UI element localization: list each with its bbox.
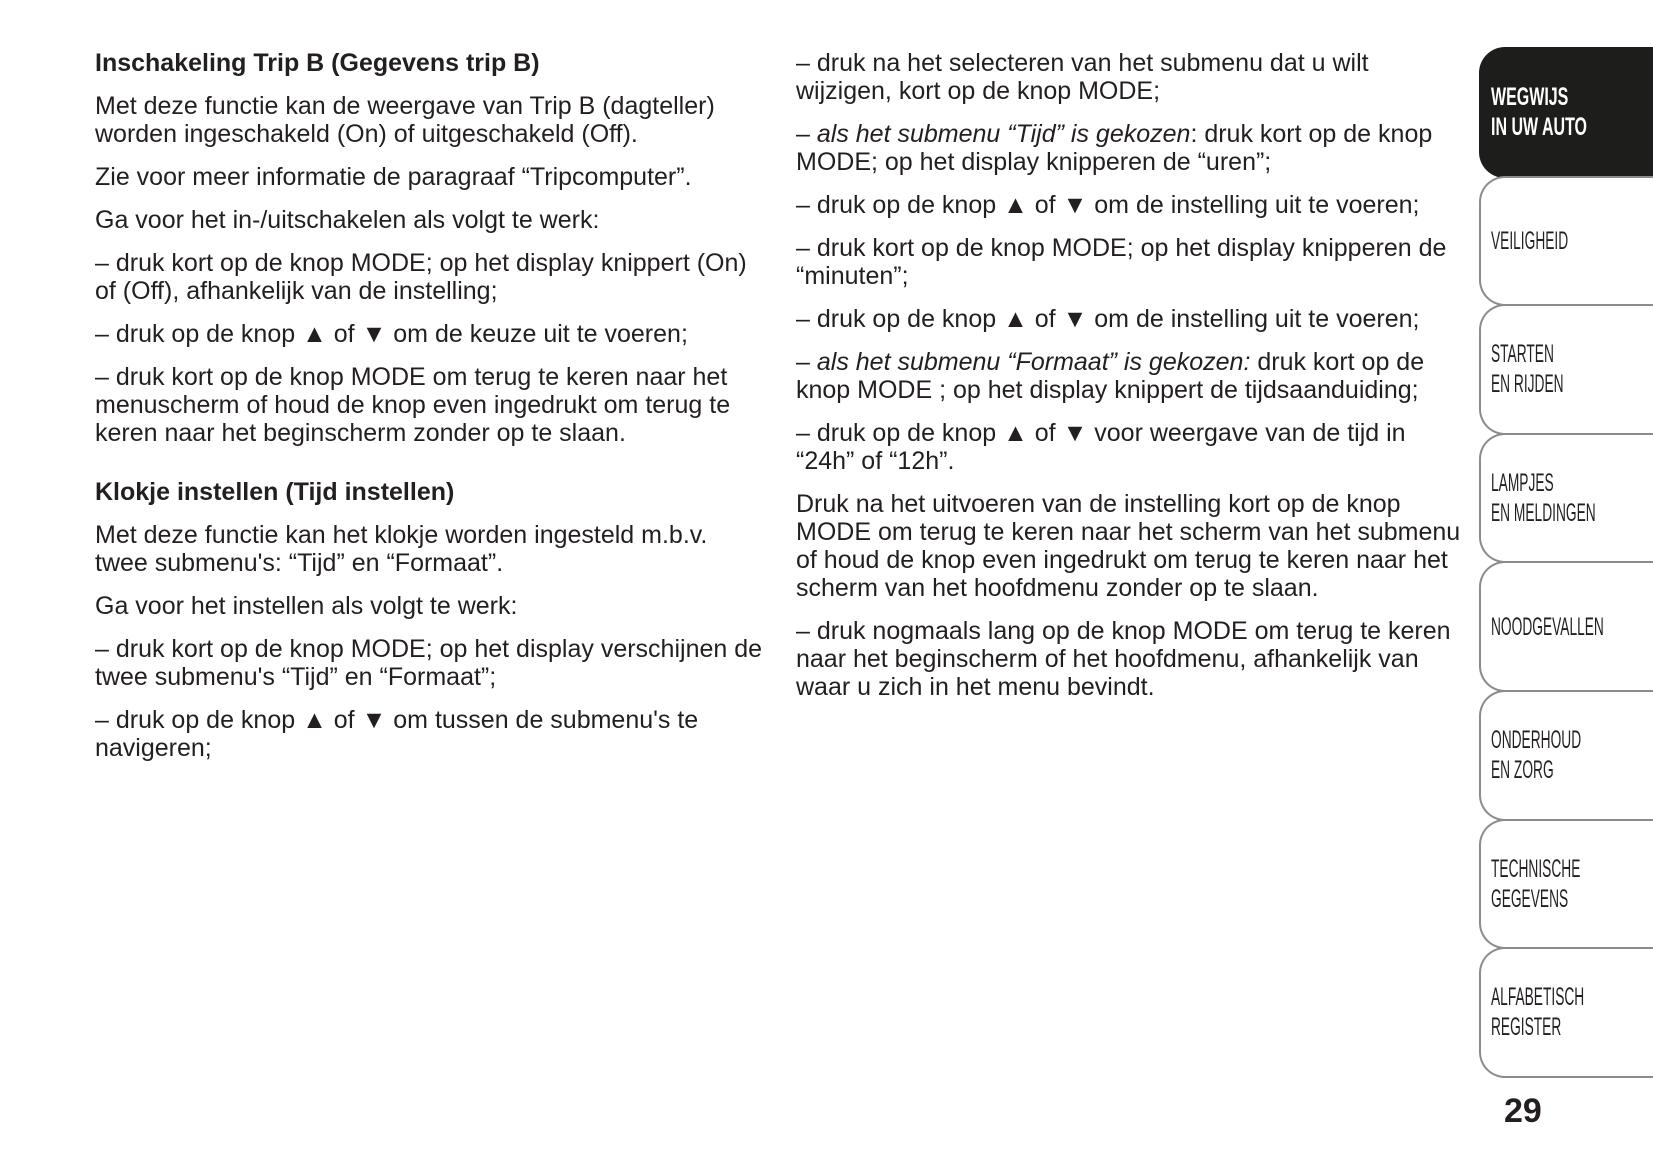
instruction-step: – druk op de knop ▲ of ▼ om de instelling uit te voeren;	[796, 305, 1420, 333]
instruction-step	[796, 120, 1461, 176]
right-column	[796, 49, 1461, 716]
instruction-step	[796, 348, 1461, 404]
instruction-step: – druk na het selecteren van het submenu dat u wilt wijzigen, kort op de knop MODE;	[796, 49, 1369, 105]
sidebar-tab-veiligheid[interactable]	[1479, 176, 1653, 307]
italic-condition: als het submenu “Tijd” is gekozen	[816, 120, 1191, 148]
page-number: 29	[1504, 1092, 1542, 1130]
instruction-step: – druk op de knop ▲ of ▼ om de keuze uit te voeren;	[95, 320, 688, 348]
step-dash: –	[796, 120, 817, 148]
sidebar-tab-alfabetisch-register[interactable]	[1479, 947, 1653, 1078]
section-heading: Klokje instellen (Tijd instellen)	[95, 478, 455, 506]
sidebar-tab-starten-en-rijden[interactable]	[1479, 304, 1653, 435]
tab-label: EN ZORG	[1491, 756, 1554, 785]
instruction-step: – druk kort op de knop MODE; op het display verschijnen de twee submenu's “Tijd” en “Formaat”;	[95, 635, 763, 691]
step-text: : druk kort op de knop MODE; op het display knipperen de “uren”;	[796, 120, 1433, 176]
tab-label: EN RIJDEN	[1491, 370, 1564, 399]
italic-condition: als het submenu “Formaat” is gekozen:	[816, 348, 1251, 376]
tab-label: VEILIGHEID	[1491, 226, 1569, 255]
body-paragraph: Ga voor het instellen als volgt te werk:	[95, 592, 518, 620]
step-dash: –	[796, 348, 817, 376]
body-paragraph: Zie voor meer informatie de paragraaf “Tripcomputer”.	[95, 163, 692, 191]
body-paragraph: Ga voor het in-/uitschakelen als volgt te werk:	[95, 206, 600, 234]
tab-label: GEGEVENS	[1491, 884, 1569, 913]
body-paragraph: Met deze functie kan het klokje worden ingesteld m.b.v. twee submenu's: “Tijd” en “Formaat”.	[95, 521, 708, 577]
instruction-step: – druk nogmaals lang op de knop MODE om terug te keren naar het beginscherm of het hoofdmenu, afhankelijk van waar u zich in het menu bevindt.	[796, 617, 1451, 701]
tab-label: WEGWIJS	[1491, 83, 1569, 112]
tab-label: IN UW AUTO	[1491, 113, 1587, 142]
sidebar-tab-wegwijs-in-uw-auto[interactable]	[1479, 47, 1653, 178]
body-paragraph: Druk na het uitvoeren van de instelling kort op de knop MODE om terug te keren naar het scherm van het submenu of houd de knop even ingedrukt om terug te keren naar het scherm van het hoofdmenu zonder op te slaan.	[796, 490, 1461, 602]
tab-label: ONDERHOUD	[1491, 726, 1582, 755]
tab-label: NOODGEVALLEN	[1491, 612, 1604, 641]
instruction-step: – druk kort op de knop MODE; op het display knippert (On) of (Off), afhankelijk van de instelling;	[95, 249, 747, 305]
tab-label: REGISTER	[1491, 1013, 1562, 1042]
sidebar-tab-noodgevallen[interactable]	[1479, 561, 1653, 692]
left-column	[95, 49, 763, 777]
instruction-step: – druk kort op de knop MODE om terug te keren naar het menuscherm of houd de knop even ingedrukt om terug te keren naar het beginscherm zonder op te slaan.	[95, 363, 731, 447]
instruction-step: – druk op de knop ▲ of ▼ om tussen de submenu's te navigeren;	[95, 706, 699, 762]
tab-label: LAMPJES	[1491, 469, 1554, 498]
tab-label: ALFABETISCH	[1491, 983, 1585, 1012]
instruction-step: – druk op de knop ▲ of ▼ voor weergave van de tijd in “24h” of “12h”.	[796, 419, 1406, 475]
instruction-step: – druk kort op de knop MODE; op het display knipperen de “minuten”;	[796, 234, 1447, 290]
sidebar-tab-onderhoud-en-zorg[interactable]	[1479, 690, 1653, 821]
tab-label: EN MELDINGEN	[1491, 499, 1596, 528]
tab-label: STARTEN	[1491, 340, 1554, 369]
sidebar-tab-lampjes-en-meldingen[interactable]	[1479, 433, 1653, 564]
body-paragraph: Met deze functie kan de weergave van Trip B (dagteller) worden ingeschakeld (On) of uitgeschakeld (Off).	[95, 92, 715, 148]
chapter-tabs	[1479, 47, 1653, 1078]
tab-label: TECHNISCHE	[1491, 854, 1581, 883]
sidebar-tab-technische-gegevens[interactable]	[1479, 819, 1653, 950]
instruction-step: – druk op de knop ▲ of ▼ om de instelling uit te voeren;	[796, 191, 1420, 219]
step-text: druk kort op de knop MODE ; op het display knippert de tijdsaanduiding;	[796, 348, 1425, 404]
section-heading: Inschakeling Trip B (Gegevens trip B)	[95, 49, 540, 77]
